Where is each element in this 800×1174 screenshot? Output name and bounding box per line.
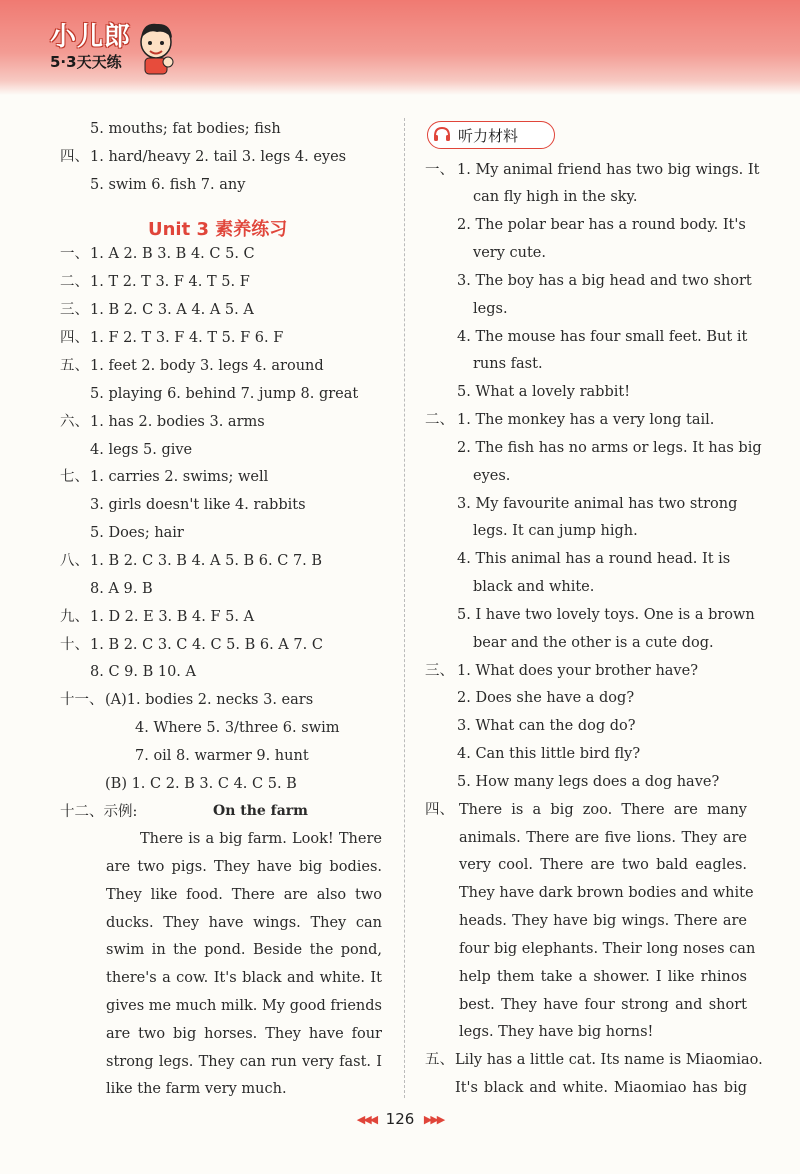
essay-line: there's a cow. It's black and white. It (106, 970, 382, 986)
page-number: 126 (385, 1110, 415, 1128)
essay-line: strong legs. They can run very fast. I (106, 1054, 382, 1070)
listening-section-tag (427, 121, 555, 149)
essay-line: like the farm very much. (106, 1081, 287, 1097)
essay-line: gives me much milk. My good friends (106, 998, 382, 1014)
essay-line: They like food. There are also two (106, 887, 382, 903)
mascot-boy-icon (135, 20, 177, 76)
essay-label: 十二、示例: (60, 804, 138, 820)
script-line: very cool. There are two bald eagles. (459, 857, 747, 873)
script-line: four big elephants. Their long noses can (459, 941, 756, 957)
right-arrows-icon: ▶▶▶ (423, 1113, 444, 1126)
essay-line: ducks. They have wings. They can (106, 915, 382, 931)
script-line: legs. They have big horns! (459, 1024, 654, 1040)
script-line: best. They have four strong and short (459, 997, 747, 1013)
script-line: Lily has a little cat. Its name is Miaomiao. (455, 1052, 763, 1068)
unit-title: Unit 3 素养练习 (148, 219, 288, 240)
brand-logo (50, 16, 131, 72)
essay-line: are two pigs. They have big bodies. (106, 859, 382, 875)
essay-title: On the farm (213, 803, 308, 819)
logo-main-text: 小儿郎 (50, 22, 132, 52)
headphones-icon (433, 126, 451, 142)
listening-section-label: 听力材料 (458, 127, 519, 145)
logo-sub-text: 5·3天天练 (50, 53, 122, 71)
essay-line: are two big horses. They have four (106, 1026, 382, 1042)
script-line: help them take a shower. I like rhinos (459, 969, 747, 985)
script-line: heads. They have big wings. There are (459, 913, 747, 929)
script-line: They have dark brown bodies and white (459, 885, 754, 901)
essay-line: swim in the pond. Beside the pond, (106, 942, 382, 958)
essay-line: There is a big farm. Look! There (140, 831, 382, 847)
page-footer (0, 1110, 800, 1128)
script-line: It's black and white. Miaomiao has big (455, 1080, 747, 1096)
script-line: animals. There are five lions. They are (459, 830, 747, 846)
left-arrows-icon: ◀◀◀ (356, 1113, 377, 1126)
script-line: There is a big zoo. There are many (459, 802, 747, 818)
column-divider (404, 118, 405, 1098)
